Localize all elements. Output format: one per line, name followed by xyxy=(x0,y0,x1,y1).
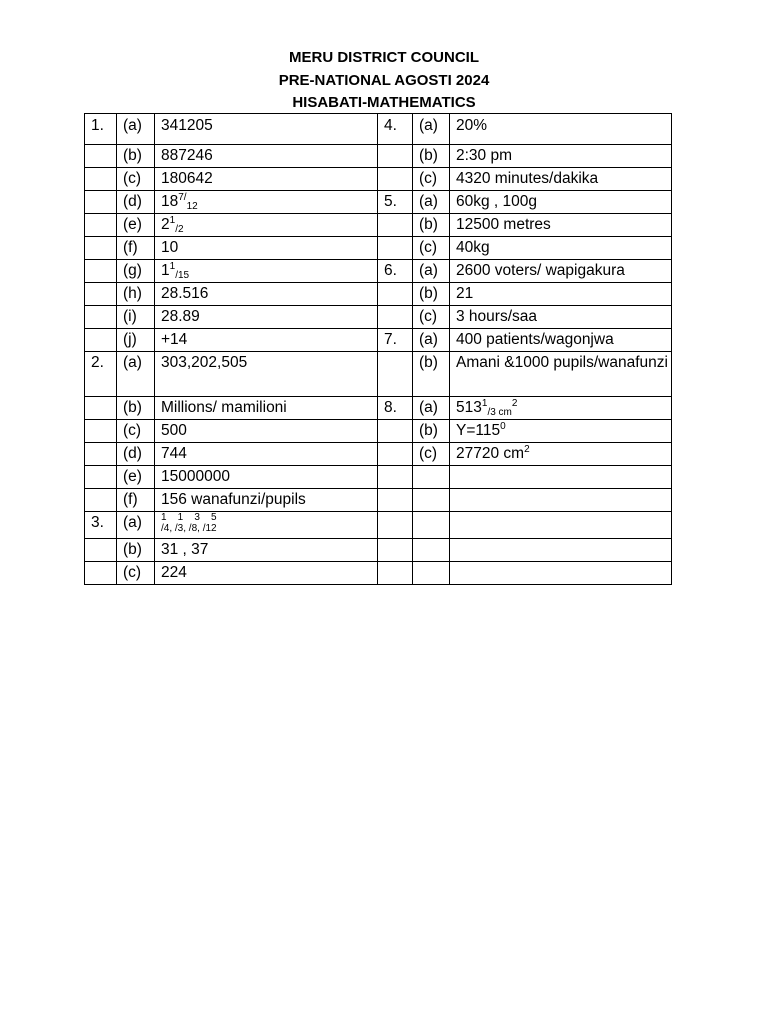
part-label: (j) xyxy=(117,329,155,352)
question-number xyxy=(85,562,117,585)
question-number xyxy=(85,168,117,191)
answer-cell: 60kg , 100g xyxy=(450,191,672,214)
question-number: 6. xyxy=(378,260,413,283)
council-title: MERU DISTRICT COUNCIL xyxy=(289,49,479,66)
answer-cell: 20% xyxy=(450,114,672,145)
question-number xyxy=(85,191,117,214)
table-row xyxy=(85,352,672,397)
answer-cell: 400 patients/wagonjwa xyxy=(450,329,672,352)
table-row xyxy=(85,191,672,214)
question-number xyxy=(378,512,413,539)
table-row xyxy=(85,329,672,352)
fraction-numerator: 1 xyxy=(169,215,176,226)
question-number xyxy=(378,168,413,191)
answer-cell: 3 hours/saa xyxy=(450,306,672,329)
degree-superscript: 0 xyxy=(500,421,506,432)
part-label: (a) xyxy=(117,352,155,397)
answer-cell xyxy=(155,191,378,214)
part-label: (b) xyxy=(413,145,450,168)
part-label: (a) xyxy=(117,512,155,539)
part-label xyxy=(413,466,450,489)
part-label: (d) xyxy=(117,191,155,214)
question-number xyxy=(85,283,117,306)
answer-cell: 21 xyxy=(450,283,672,306)
answer-cell: 28.516 xyxy=(155,283,378,306)
answer-cell xyxy=(450,562,672,585)
table-row xyxy=(85,539,672,562)
answer-cell xyxy=(450,539,672,562)
part-label: (a) xyxy=(413,191,450,214)
table-row xyxy=(85,397,672,420)
part-label: (a) xyxy=(413,397,450,420)
part-label: (c) xyxy=(117,420,155,443)
answer-base: Y=115 xyxy=(456,422,501,439)
answer-cell: 180642 xyxy=(155,168,378,191)
question-number xyxy=(85,443,117,466)
answer-base: 27720 cm xyxy=(456,445,525,462)
question-number xyxy=(85,489,117,512)
question-number: 8. xyxy=(378,397,413,420)
table-row xyxy=(85,443,672,466)
part-label xyxy=(413,562,450,585)
question-number: 2. xyxy=(85,352,117,397)
question-number xyxy=(85,397,117,420)
answer-cell: 2600 voters/ wapigakura xyxy=(450,260,672,283)
fraction-numerators: 1 1 3 5 xyxy=(161,512,217,523)
part-label: (f) xyxy=(117,237,155,260)
question-number: 3. xyxy=(85,512,117,539)
question-number xyxy=(85,145,117,168)
part-label: (b) xyxy=(117,397,155,420)
answer-cell: Millions/ mamilioni xyxy=(155,397,378,420)
answer-cell: 341205 xyxy=(155,114,378,145)
answer-cell: 10 xyxy=(155,237,378,260)
question-number: 1. xyxy=(85,114,117,145)
fraction-denominator: 12 xyxy=(186,201,198,212)
question-number xyxy=(378,539,413,562)
answer-cell xyxy=(450,466,672,489)
question-number xyxy=(378,145,413,168)
question-number: 7. xyxy=(378,329,413,352)
part-label: (c) xyxy=(117,562,155,585)
part-label: (a) xyxy=(413,114,450,145)
fraction-denominator: /3 cm xyxy=(487,407,512,418)
exam-title: PRE-NATIONAL AGOSTI 2024 xyxy=(278,71,490,89)
answer-cell: 31 , 37 xyxy=(155,539,378,562)
answer-cell: 744 xyxy=(155,443,378,466)
answer-cell: 4320 minutes/dakika xyxy=(450,168,672,191)
answer-cell xyxy=(155,260,378,283)
table-row xyxy=(85,168,672,191)
fraction-denominator: /15 xyxy=(175,270,190,281)
part-label: (a) xyxy=(117,114,155,145)
answer-cell: 887246 xyxy=(155,145,378,168)
question-number xyxy=(378,283,413,306)
part-label: (a) xyxy=(413,260,450,283)
answer-cell xyxy=(450,420,672,443)
part-label xyxy=(413,539,450,562)
table-row xyxy=(85,420,672,443)
question-number xyxy=(378,420,413,443)
part-label: (d) xyxy=(117,443,155,466)
table-row xyxy=(85,114,672,145)
answer-cell xyxy=(450,489,672,512)
part-label: (h) xyxy=(117,283,155,306)
part-label: (a) xyxy=(413,329,450,352)
part-label: (c) xyxy=(413,443,450,466)
table-row xyxy=(85,489,672,512)
answer-cell: 303,202,505 xyxy=(155,352,378,397)
answer-cell: 224 xyxy=(155,562,378,585)
part-label: (g) xyxy=(117,260,155,283)
fraction-numerator: 7/ xyxy=(178,192,187,203)
answer-cell xyxy=(155,512,378,539)
question-number xyxy=(85,420,117,443)
answer-cell: 500 xyxy=(155,420,378,443)
question-number: 5. xyxy=(378,191,413,214)
unit-exponent: 2 xyxy=(524,444,530,455)
answer-table xyxy=(84,113,672,585)
answer-cell: Amani &1000 pupils/wanafunzi xyxy=(450,352,672,397)
answer-cell xyxy=(450,397,672,420)
answer-cell: 156 wanafunzi/pupils xyxy=(155,489,378,512)
table-row xyxy=(85,466,672,489)
part-label: (b) xyxy=(413,214,450,237)
table-row xyxy=(85,145,672,168)
fraction-numerator: 1 xyxy=(169,261,176,272)
answer-cell: 15000000 xyxy=(155,466,378,489)
part-label: (b) xyxy=(117,539,155,562)
table-row xyxy=(85,306,672,329)
part-label: (i) xyxy=(117,306,155,329)
answer-cell xyxy=(450,512,672,539)
question-number xyxy=(378,489,413,512)
part-label: (f) xyxy=(117,489,155,512)
question-number xyxy=(85,214,117,237)
part-label: (b) xyxy=(117,145,155,168)
answer-cell: 12500 metres xyxy=(450,214,672,237)
question-number xyxy=(378,562,413,585)
fraction-whole: 1 xyxy=(161,262,170,279)
answer-cell xyxy=(450,443,672,466)
table-row xyxy=(85,260,672,283)
part-label: (e) xyxy=(117,214,155,237)
subject-title: HISABATI-MATHEMATICS xyxy=(292,94,476,111)
question-number xyxy=(378,237,413,260)
part-label: (c) xyxy=(413,237,450,260)
question-number xyxy=(378,443,413,466)
part-label: (b) xyxy=(413,420,450,443)
table-row xyxy=(85,562,672,585)
part-label: (c) xyxy=(413,306,450,329)
question-number xyxy=(85,329,117,352)
question-number: 4. xyxy=(378,114,413,145)
part-label: (b) xyxy=(413,283,450,306)
question-number xyxy=(85,237,117,260)
fraction-denominator: /2 xyxy=(175,224,184,235)
answer-cell xyxy=(155,214,378,237)
question-number xyxy=(85,539,117,562)
fraction-whole: 2 xyxy=(161,216,170,233)
answer-cell: +14 xyxy=(155,329,378,352)
fraction-list xyxy=(161,512,217,534)
fraction-whole: 513 xyxy=(456,399,482,416)
part-label: (c) xyxy=(413,168,450,191)
fraction-denominators: /4, /3, /8, /12 xyxy=(161,523,217,534)
part-label xyxy=(413,489,450,512)
part-label xyxy=(413,512,450,539)
document-header xyxy=(0,47,768,115)
question-number xyxy=(378,306,413,329)
unit-exponent: 2 xyxy=(511,398,518,409)
table-row xyxy=(85,237,672,260)
answer-cell: 28.89 xyxy=(155,306,378,329)
question-number xyxy=(378,466,413,489)
part-label: (e) xyxy=(117,466,155,489)
fraction-whole: 18 xyxy=(161,193,179,210)
question-number xyxy=(85,306,117,329)
answer-cell: 40kg xyxy=(450,237,672,260)
question-number xyxy=(85,466,117,489)
question-number xyxy=(85,260,117,283)
table-row xyxy=(85,283,672,306)
question-number xyxy=(378,352,413,397)
table-row xyxy=(85,214,672,237)
answer-cell: 2:30 pm xyxy=(450,145,672,168)
fraction-numerator: 1 xyxy=(481,398,488,409)
table-row xyxy=(85,512,672,539)
part-label: (b) xyxy=(413,352,450,397)
question-number xyxy=(378,214,413,237)
part-label: (c) xyxy=(117,168,155,191)
